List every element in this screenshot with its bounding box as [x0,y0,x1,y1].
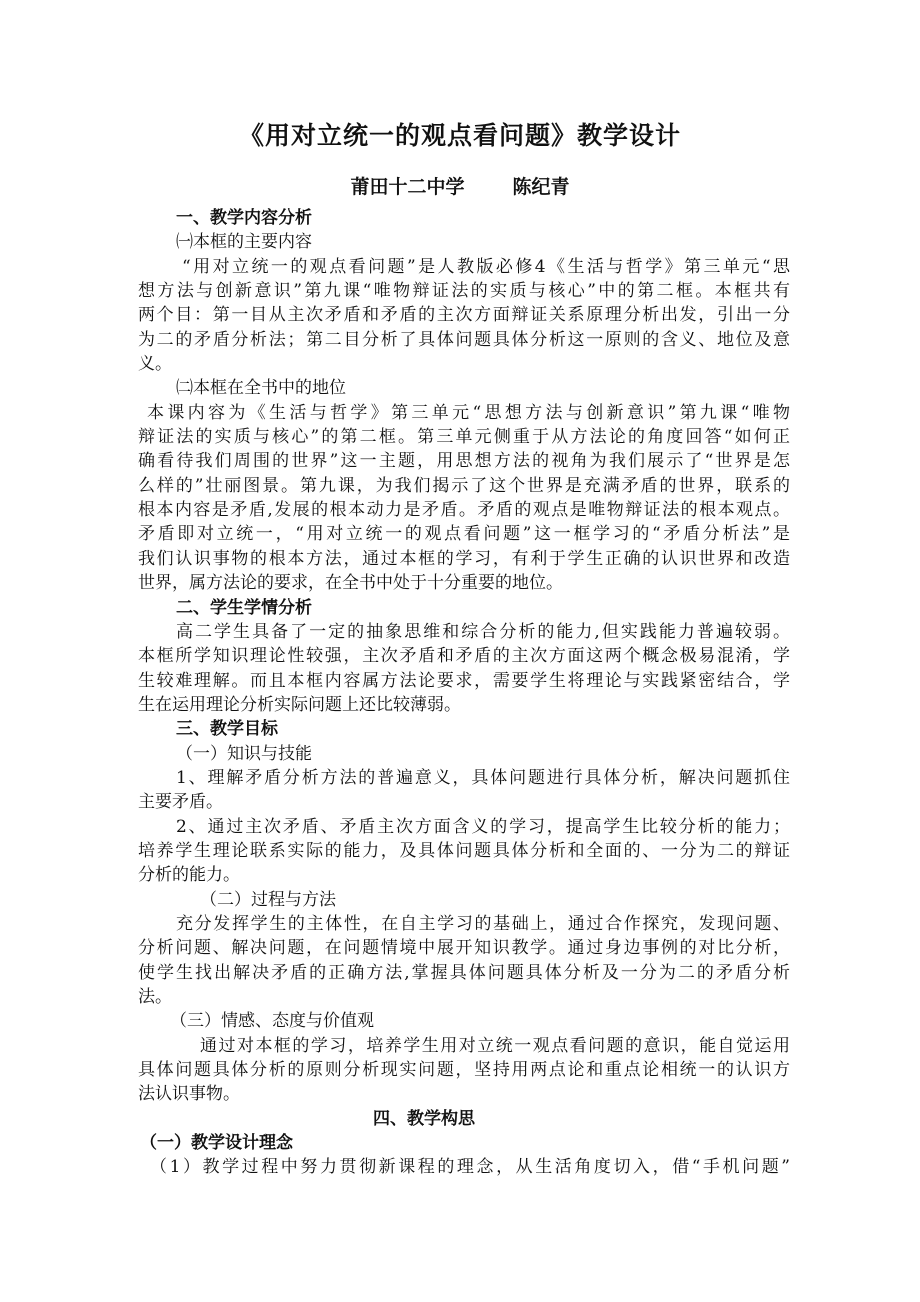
paragraph-line: 主要矛盾。 [138,792,223,813]
paragraph-line: 高二学生具备了一定的抽象思维和综合分析的能力,但实践能力普遍较弱。 [176,621,790,642]
author-school: 莆田十二中学 [350,176,465,198]
paragraph-line: 使学生找出解决矛盾的正确方法,掌握具体问题具体分析及一分为二的矛盾分析 [138,962,790,983]
subsection-heading: ㈡本框在全书中的地位 [176,378,346,399]
paragraph-line: 通过对本框的学习，培养学生用对立统一观点看问题的意识，能自觉运用 [200,1035,790,1056]
paragraph-line: 生较难理解。而且本框内容属方法论要求，需要学生将理论与实践紧密结合，学 [138,670,790,691]
paragraph-line: 我们认识事物的根本方法，通过本框的学习，有利于学生正确的认识世界和改造 [138,548,790,569]
paragraph-line: “用对立统一的观点看问题”是人教版必修4《生活与哲学》第三单元“思 [182,256,790,277]
section-heading: 二、学生学情分析 [176,597,312,618]
document-body [138,206,790,1180]
paragraph-line: 充分发挥学生的主体性，在自主学习的基础上，通过合作探究，发现问题、 [176,913,790,934]
paragraph-line: 本课内容为《生活与哲学》第三单元“思想方法与创新意识”第九课“唯物 [147,402,790,423]
paragraph-line: 世界，属方法论的要求，在全书中处于十分重要的地位。 [138,573,563,594]
section-heading: 一、教学内容分析 [176,208,312,228]
paragraph-line: 2、通过主次矛盾、矛盾主次方面含义的学习，提高学生比较分析的能力； [176,816,790,837]
paragraph-line: 生在运用理论分析实际问题上还比较薄弱。 [138,694,461,715]
subsection-heading: （一）知识与技能 [176,743,312,764]
paragraph-line: （1）教学过程中努力贯彻新课程的理念，从生活角度切入，借“手机问题” [150,1157,790,1178]
paragraph-line: 本框所学知识理论性较强，主次矛盾和矛盾的主次方面这两个概念极易混淆，学 [138,646,790,667]
paragraph-line: 辩证法的实质与核心”的第二框。第三单元侧重于从方法论的角度回答“如何正 [138,427,790,448]
paragraph-line: 义。 [138,354,172,375]
paragraph-line: 两个目：第一目从主次矛盾和矛盾的主次方面辩证关系原理分析出发，引出一分 [138,305,790,326]
section-heading: 四、教学构思 [373,1108,475,1129]
subsection-heading: ㈠本框的主要内容 [176,232,312,253]
paragraph-line: 为二的矛盾分析法；第二目分析了具体问题具体分析这一原则的含义、地位及意 [138,329,790,350]
paragraph-line: 法。 [138,987,172,1007]
paragraph-line: 具体问题具体分析的原则分析现实问题，坚持用两点论和重点论相统一的认识方 [138,1060,790,1081]
paragraph-line: 培养学生理论联系实际的能力，及具体问题具体分析和全面的、一分为二的辩证 [138,840,790,861]
section-heading: 三、教学目标 [176,719,278,740]
document-title: 《用对立统一的观点看问题》教学设计 [238,121,681,150]
subsection-heading: （二）过程与方法 [200,889,336,910]
author-line [0,172,920,199]
paragraph-line: 分析的能力。 [138,865,240,886]
paragraph-line: 想方法与创新意识”第九课“唯物辩证法的实质与核心”中的第二框。本框共有 [138,281,790,302]
paragraph-line: 分析问题、解决问题，在问题情境中展开知识教学。通过身边事例的对比分析， [138,938,790,959]
subsection-heading: （三）情感、态度与价值观 [170,1011,374,1032]
subsection-heading: （一）教学设计理念 [140,1133,293,1154]
paragraph-line: 确看待我们周围的世界”这一主题，用思想方法的视角为我们展示了“世界是怎 [138,451,790,472]
paragraph-line: 1、理解矛盾分析方法的普遍意义，具体问题进行具体分析，解决问题抓住 [176,767,790,788]
paragraph-line: 么样的”壮丽图景。第九课，为我们揭示了这个世界是充满矛盾的世界，联系的 [138,475,790,496]
author-name: 陈纪青 [512,176,570,198]
paragraph-line: 法认识事物。 [138,1084,240,1105]
paragraph-line: 根本内容是矛盾,发展的根本动力是矛盾。矛盾的观点是唯物辩证法的根本观点。 [138,500,790,521]
paragraph-line: 矛盾即对立统一，“用对立统一的观点看问题”这一框学习的“矛盾分析法”是 [138,524,790,545]
